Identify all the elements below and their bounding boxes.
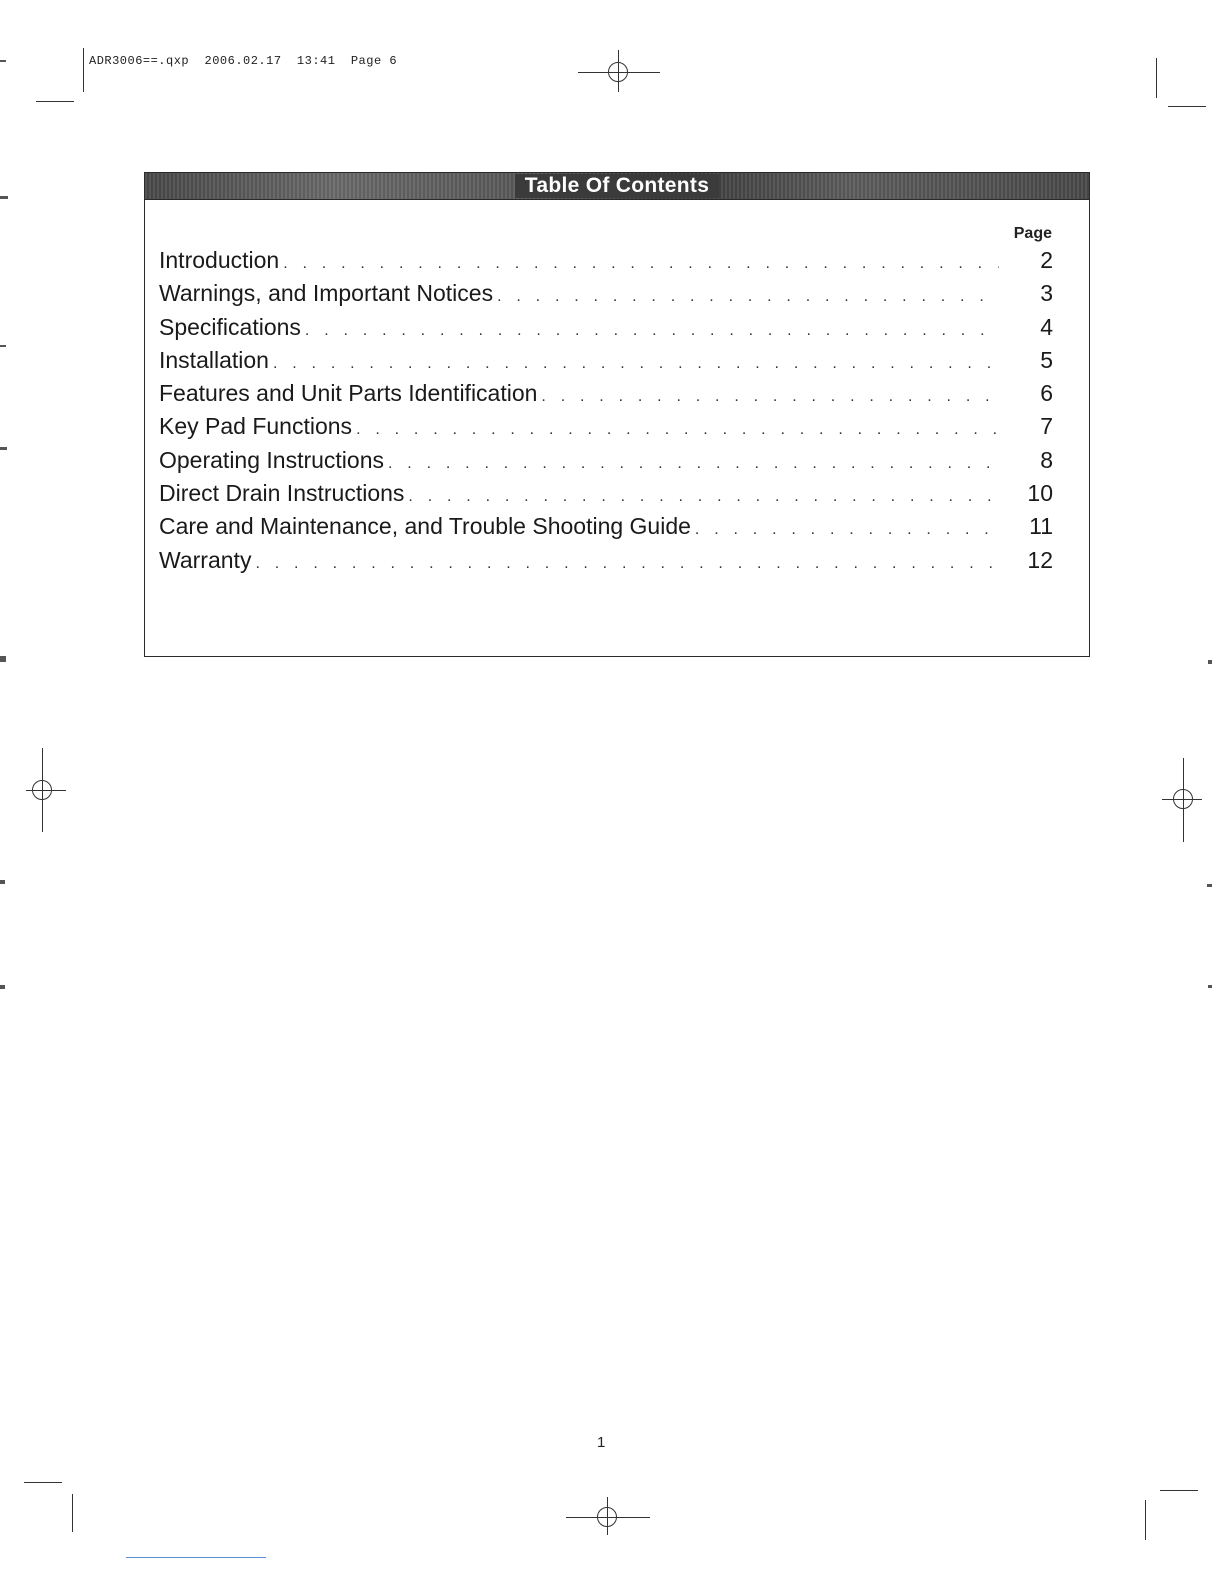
dot-leader: [541, 380, 999, 413]
dot-leader: [283, 247, 999, 280]
table-of-contents: [144, 172, 1090, 657]
toc-entry-title: Warnings, and Important Notices: [159, 280, 494, 307]
dot-leader: [273, 347, 999, 380]
toc-entry-page: 10: [1027, 480, 1053, 507]
toc-title: Table Of Contents: [515, 174, 719, 198]
toc-entry-page: 11: [1029, 513, 1053, 540]
toc-entry: [159, 311, 1053, 344]
dot-leader: [356, 413, 999, 446]
toc-entry-title: Warranty: [159, 546, 252, 573]
toc-entry-title: Features and Unit Parts Identification: [159, 380, 538, 407]
toc-entry-title: Direct Drain Instructions: [159, 480, 405, 507]
toc-entry-title: Specifications: [159, 313, 301, 340]
toc-entry: [159, 510, 1053, 543]
toc-entry: [159, 544, 1053, 577]
toc-entry-title: Introduction: [159, 247, 280, 273]
toc-entry-page: 2: [1040, 247, 1053, 273]
toc-entry: [159, 444, 1053, 477]
toc-entry-page: 8: [1040, 446, 1053, 473]
toc-entry: [159, 377, 1053, 410]
dot-leader: [305, 314, 999, 347]
toc-entry-title: Operating Instructions: [159, 446, 385, 473]
scan-artifact-rule: [126, 1557, 266, 1558]
toc-entry: [159, 410, 1053, 443]
dot-leader: [695, 513, 999, 546]
toc-header-bar: [145, 172, 1089, 200]
print-slug-line: ADR3006==.qxp 2006.02.17 13:41 Page 6: [89, 54, 398, 68]
toc-entry-list: [159, 244, 1053, 577]
page-column-label: Page: [1013, 225, 1052, 242]
toc-entry-page: 5: [1040, 346, 1053, 373]
toc-entry: [159, 244, 1053, 277]
toc-entry: [159, 277, 1053, 310]
page-number: 1: [597, 1434, 606, 1451]
toc-entry-page: 6: [1040, 380, 1053, 407]
dot-leader: [408, 480, 999, 513]
toc-entry: [159, 344, 1053, 377]
dot-leader: [497, 280, 999, 313]
toc-entry-page: 4: [1040, 313, 1053, 340]
dot-leader: [255, 547, 999, 580]
toc-entry: [159, 477, 1053, 510]
toc-entry-page: 3: [1040, 280, 1053, 307]
toc-entry-page: 12: [1027, 546, 1053, 573]
toc-entry-title: Installation: [159, 346, 269, 373]
dot-leader: [388, 447, 999, 480]
toc-entry-title: Care and Maintenance, and Trouble Shooting Guide: [159, 513, 691, 540]
toc-entry-page: 7: [1040, 413, 1053, 440]
toc-entry-title: Key Pad Functions: [159, 413, 353, 440]
